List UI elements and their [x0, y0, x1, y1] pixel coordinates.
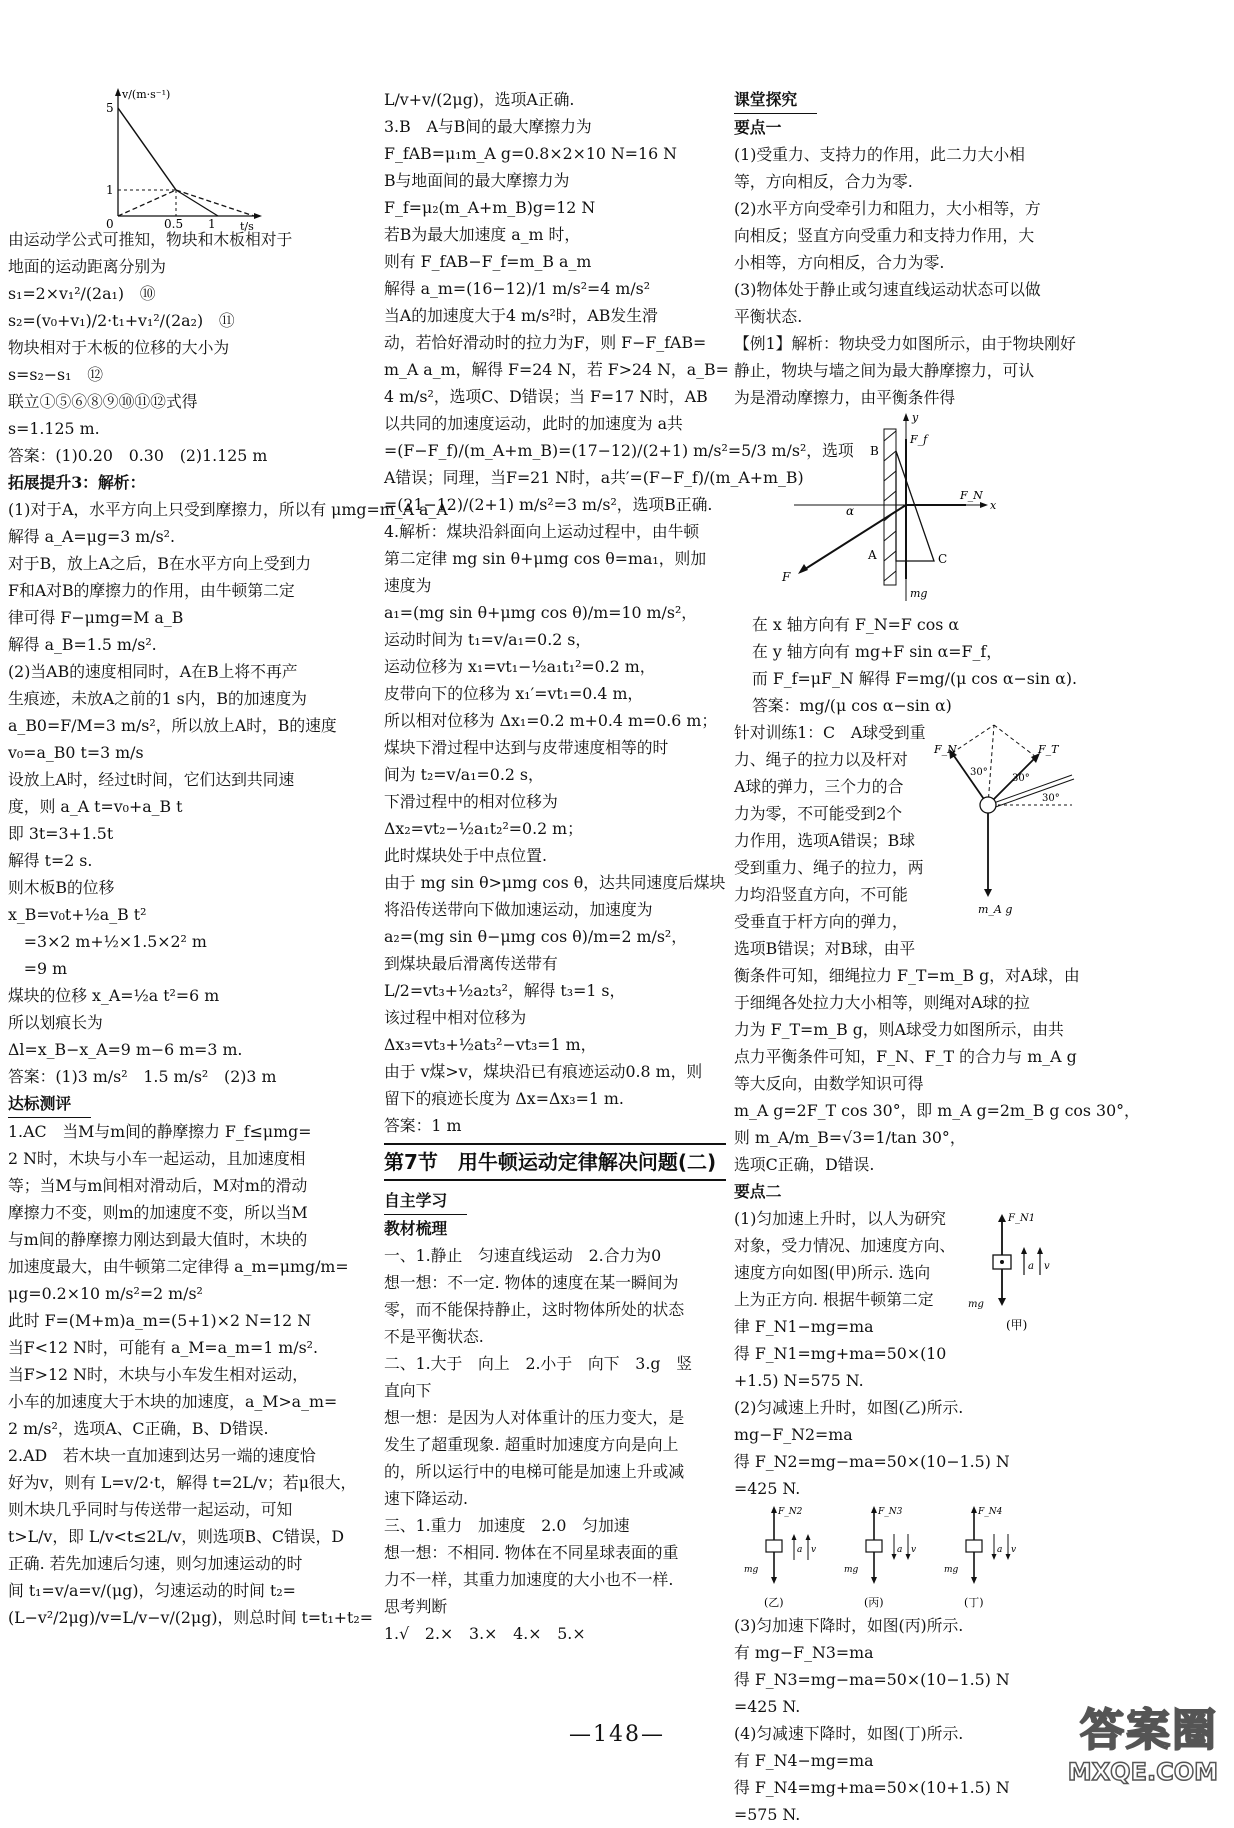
label-gravity: mg	[910, 587, 928, 600]
label-a: a	[997, 1545, 1003, 1555]
text-line: 等，方向相反，合力为零.	[734, 172, 913, 191]
text-line: 由于 mg sin θ>μmg cos θ，达共同速度后煤块	[384, 873, 726, 892]
text-line: L/v+v/(2μg)，选项A正确.	[384, 90, 575, 109]
label-a: a	[897, 1545, 903, 1555]
text-line: s=1.125 m.	[8, 419, 100, 438]
text-line: 所以划痕长为	[8, 1013, 103, 1032]
text-line: Δl=x_B−x_A=9 m−6 m=3 m.	[8, 1040, 243, 1059]
graph-line-board	[118, 108, 176, 190]
text-line: 3.B A与B间的最大摩擦力为	[384, 117, 592, 136]
chapter-title: 第7节 用牛顿运动定律解决问题(二)	[384, 1143, 726, 1181]
arrow-head	[971, 1506, 977, 1513]
label-normal: F_N	[960, 489, 983, 502]
label-figure: (丙)	[864, 1596, 884, 1609]
text-line: s₂=(v₀+v₁)/2·t₁+v₁²/(2a₂) ⑪	[8, 311, 235, 330]
page-number: —148—	[569, 1722, 665, 1747]
text-line: =(21−12)/(2+1) m/s²=3 m/s²，选项B正确.	[384, 495, 713, 514]
text-line: 点力平衡条件可知，F_N、F_T 的合力与 m_A g	[734, 1047, 1077, 1066]
text-line: 解得 t=2 s.	[8, 851, 93, 870]
text-line: s=s₂−s₁ ⑫	[8, 365, 104, 384]
text-line: 联立①⑤⑥⑧⑨⑩⑪⑫式得	[8, 392, 198, 411]
label-fn1: F_N1	[1008, 1213, 1036, 1224]
text-line: 此时 F=(M+m)a_m=(5+1)×2 N=12 N	[8, 1311, 312, 1330]
text-line: 则 m_A/m_B=√3=1/tan 30°，	[734, 1128, 966, 1147]
text-line: 2.AD 若木块一直加速到达另一端的速度恰	[8, 1446, 316, 1465]
text-line: 平衡状态.	[734, 307, 803, 326]
text-line: 选项C正确，D错误.	[734, 1155, 875, 1174]
arrow-head	[1006, 1554, 1011, 1560]
text-line: =9 m	[8, 959, 68, 978]
text-line: 当F>12 N时，木块与小车发生相对运动，	[8, 1365, 309, 1384]
text-line: 到煤块最后滑离传送带有	[384, 954, 558, 973]
text-line: 思考判断	[384, 1597, 448, 1616]
graph-xlabel: t/s	[240, 220, 254, 233]
point2-title: 要点二	[734, 1182, 782, 1201]
text-line: 力为 F_T=m_B g，则A球受力如图所示，由共	[734, 1020, 1064, 1039]
text-line: 生痕迹，未放A之前的1 s内，B的加速度为	[8, 689, 307, 708]
text-line: 得 F_N1=mg+ma=50×(10	[734, 1344, 947, 1363]
text-line: 力作用，选项A错误；B球	[734, 831, 915, 850]
point1-title: 要点一	[734, 118, 782, 137]
text-line: 与m间的静摩擦力刚达到最大值时，木块的	[8, 1230, 308, 1249]
text-line: 物块相对于木板的位移的大小为	[8, 338, 230, 357]
text-line: (3)物体处于静止或匀速直线运动状态可以做	[734, 280, 1041, 299]
arrow-head	[871, 1506, 877, 1513]
label-angle-1: 30°	[970, 767, 988, 778]
text-line: 在 x 轴方向有 F_N=F cos α	[752, 615, 960, 634]
text-line: 煤块下滑过程中达到与皮带速度相等的时	[384, 738, 669, 757]
graph-tick-x1: 1	[208, 217, 216, 231]
text-line: 动，若恰好滑动时的拉力为F，则 F−F_fAB=	[384, 333, 707, 352]
label-friction: F_f	[910, 433, 928, 446]
text-line: =(F−F_f)/(m_A+m_B)=(17−12)/(2+1) m/s²=5/3 m/s²，选项	[384, 441, 854, 460]
person-box	[766, 1540, 782, 1552]
text-line: 摩擦力不变，则m的加速度不变，所以当M	[8, 1203, 308, 1222]
text-line: 加速度最大，由牛顿第二定律得 a_m=μmg/m=	[8, 1257, 349, 1276]
text-line: 4.解析：煤块沿斜面向上运动过程中，由牛顿	[384, 522, 700, 541]
label-alpha: α	[846, 504, 855, 518]
text-line: 于细绳各处拉力大小相等，则绳对A球的拉	[734, 993, 1030, 1012]
text-line: 间 t₁=v/a=v/(μg)，匀速运动的时间 t₂=	[8, 1581, 296, 1600]
col1-extension-text	[8, 496, 448, 1090]
col3-example-text	[734, 330, 1082, 411]
text-line: 运动时间为 t₁=v/a₁=0.2 s，	[384, 630, 592, 649]
text-line: (L−v²/2μg)/v=L/v−v/(2μg)，则总时间 t=t₁+t₂=	[8, 1608, 373, 1627]
text-line: 下滑过程中的相对位移为	[384, 792, 558, 811]
text-line: a_B0=F/M=3 m/s²，所以放上A时，B的速度	[8, 716, 337, 735]
text-line: =425 N.	[734, 1479, 801, 1498]
arrow-head	[892, 1554, 897, 1560]
text-line: 将沿传送带向下做加速运动，加速度为	[384, 900, 653, 919]
text-line: 受垂直于杆方向的弹力，	[734, 912, 908, 931]
text-line: 律可得 F−μmg=M a_B	[8, 608, 184, 627]
label-fn: F_N3	[878, 1507, 903, 1517]
label-mg: mg	[744, 1565, 759, 1575]
label-v-jia: v	[1044, 1261, 1050, 1272]
label-x-axis: x	[990, 499, 997, 512]
label-mg-jia: mg	[968, 1299, 984, 1310]
label-mag: m_A g	[978, 903, 1013, 916]
person-box	[966, 1540, 982, 1552]
graph-line-block-after	[176, 190, 218, 216]
column-right	[734, 86, 1140, 1828]
text-line: 的，所以运行中的电梯可能是加速上升或减	[384, 1462, 685, 1481]
label-angle-3: 30°	[1042, 793, 1060, 804]
text-line: 得 F_N3=mg−ma=50×(10−1.5) N	[734, 1670, 1010, 1689]
label-a: a	[797, 1545, 803, 1555]
text-line: 所以相对位移为 Δx₁=0.2 m+0.4 m=0.6 m；	[384, 711, 718, 730]
col1-top-text	[8, 226, 358, 469]
text-line: 皮带向下的位移为 x₁′=vt₁=0.4 m，	[384, 684, 644, 703]
text-line: 有 F_N4−mg=ma	[734, 1751, 874, 1770]
text-line: (2)当AB的速度相同时，A在B上将不再产	[8, 662, 298, 681]
text-line: 2 m/s²，选项A、C正确，B、D错误.	[8, 1419, 269, 1438]
text-line: 解得 a_m=(16−12)/1 m/s²=4 m/s²	[384, 279, 651, 298]
text-line: (2)水平方向受牵引力和阻力，大小相等，方	[734, 199, 1041, 218]
text-line: 律 F_N1−mg=ma	[734, 1317, 874, 1336]
text-line: 等；当M与m间相对滑动后，M对m的滑动	[8, 1176, 308, 1195]
text-line: 则木板B的位移	[8, 878, 115, 897]
text-line: 即 3t=3+1.5t	[8, 824, 114, 843]
ext-title: 拓展提升3：解析：	[8, 473, 146, 492]
text-line: 由运动学公式可推知，物块和木板相对于	[8, 230, 293, 249]
text-line: 选项B错误；对B球，由平	[734, 939, 916, 958]
col1-question1	[8, 1118, 358, 1442]
text-line: 留下的痕迹长度为 Δx=Δx₃=1 m.	[384, 1089, 624, 1108]
label-v: v	[1011, 1545, 1017, 1555]
arrow-head	[871, 1577, 877, 1584]
arrow-head	[792, 1534, 797, 1540]
arrow-head	[806, 1534, 811, 1540]
text-line: 力为零，不可能受到2个	[734, 804, 903, 823]
text-line: 答案：mg/(μ cos α−sin α)	[752, 696, 952, 715]
section-title-self-study: 自主学习	[384, 1187, 467, 1215]
watermark-sub: MXQE.COM	[1067, 1758, 1218, 1786]
label-force: F	[782, 570, 791, 584]
text-line: 为是滑动摩擦力，由平衡条件得	[734, 388, 956, 407]
label-figure: (乙)	[764, 1596, 784, 1609]
person-box	[866, 1540, 882, 1552]
text-line: mg−F_N2=ma	[734, 1425, 853, 1444]
text-line: 零，而不能保持静止，这时物体所处的状态	[384, 1300, 685, 1319]
col1-question2	[8, 1442, 373, 1631]
label-jia: (甲)	[1006, 1318, 1028, 1332]
text-line: (1)受重力、支持力的作用，此二力大小相	[734, 145, 1025, 164]
text-line: 等大反向，由数学知识可得	[734, 1074, 924, 1093]
label-v: v	[911, 1545, 917, 1555]
text-line: s₁=2×v₁²/(2a₁) ⑩	[8, 284, 156, 303]
text-line: 好为v，则有 L=v/2·t，解得 t=2L/v；若μ很大，	[8, 1473, 357, 1492]
col3-example-answer	[734, 611, 1082, 719]
text-line: 而 F_f=μF_N 解得 F=mg/(μ cos α−sin α).	[752, 669, 1078, 688]
text-line: 直向下	[384, 1381, 432, 1400]
graph-tick-y1: 1	[106, 183, 114, 197]
text-line: a₂=(mg sin θ−μmg cos θ)/m=2 m/s²，	[384, 927, 688, 946]
watermark-logo	[1058, 1704, 1218, 1794]
text-line: F_f=μ₂(m_A+m_B)g=12 N	[384, 198, 596, 217]
arrow-head	[971, 1577, 977, 1584]
text-line: 则木块几乎同时与传送带一起运动，可知	[8, 1500, 293, 1519]
label-figure: (丁)	[964, 1596, 984, 1609]
velocity-time-graph	[8, 86, 268, 233]
label-fn: F_N2	[778, 1507, 803, 1517]
text-line: F_fAB=μ₁m_A g=0.8×2×10 N=16 N	[384, 144, 677, 163]
text-line: (4)匀减速下降时，如图(丁)所示.	[734, 1724, 964, 1743]
text-line: x_B=v₀t+½a_B t²	[8, 905, 147, 924]
training-block	[734, 719, 1140, 1178]
label-ft: F_T	[1038, 743, 1059, 756]
label-y-axis: y	[912, 411, 919, 424]
text-line: m_A g=2F_T cos 30°，即 m_A g=2m_B g cos 30°，	[734, 1101, 1140, 1120]
text-line: 发生了超重现象. 超重时加速度方向是向上	[384, 1435, 679, 1454]
graph-tick-x05: 0.5	[164, 217, 184, 231]
text-line: 静止，物块与墙之间为最大静摩擦力，可认	[734, 361, 1035, 380]
text-line: 当A的加速度大于4 m/s²时，AB发生滑	[384, 306, 658, 325]
text-line: 以共同的加速度运动，此时的加速度为 a共	[384, 414, 683, 433]
text-line: 不是平衡状态.	[384, 1327, 484, 1346]
text-line: L/2=vt₃+½a₂t₃²，解得 t₃=1 s，	[384, 981, 626, 1000]
col3-point1-text	[734, 141, 1082, 330]
text-line: =3×2 m+½×1.5×2² m	[8, 932, 207, 951]
graph-ylabel: v/(m·s⁻¹)	[122, 88, 171, 101]
col3-point2-cont	[734, 1612, 1082, 1828]
text-line: 答案：1 m	[384, 1116, 462, 1135]
section-title-assessment: 达标测评	[8, 1090, 91, 1118]
col2-study-text	[384, 1242, 726, 1647]
force-diagram-ball	[932, 719, 1082, 919]
text-line: 解得 a_B=1.5 m/s².	[8, 635, 157, 654]
text-line: 煤块的位移 x_A=½a t²=6 m	[8, 986, 220, 1005]
text-line: 向相反；竖直方向受重力和支持力作用，大	[734, 226, 1035, 245]
watermark-main: 答案圈	[1080, 1705, 1218, 1756]
text-line: 有 mg−F_N3=ma	[734, 1643, 874, 1662]
arrow-head	[906, 1554, 911, 1560]
text-line: 力、绳子的拉力以及杆对	[734, 750, 908, 769]
force-diagram-wall	[734, 411, 1074, 611]
text-line: a₁=(mg sin θ+μmg cos θ)/m=10 m/s²，	[384, 603, 698, 622]
label-v: v	[811, 1545, 817, 1555]
graph-line-block	[118, 190, 176, 216]
arrow-head	[771, 1506, 777, 1513]
text-line: 1.√ 2.× 3.× 4.× 5.×	[384, 1624, 586, 1643]
text-line: 2 N时，木块与小车一起运动，且加速度相	[8, 1149, 306, 1168]
text-line: 当F<12 N时，可能有 a_M=a_m=1 m/s².	[8, 1338, 319, 1357]
text-line: 正确. 若先加速后匀速，则匀加速运动的时	[8, 1554, 303, 1573]
text-line: 得 F_N4=mg+ma=50×(10+1.5) N	[734, 1778, 1010, 1797]
label-fn: F_N4	[978, 1507, 1003, 1517]
text-line: 解得 a_A=μg=3 m/s².	[8, 527, 176, 546]
text-line: 答案：(1)0.20 0.30 (2)1.125 m	[8, 446, 268, 465]
text-line: 在 y 轴方向有 mg+F sin α=F_f，	[752, 642, 1003, 661]
text-line: 力均沿竖直方向，不可能	[734, 885, 908, 904]
text-line: 想一想：不一定. 物体的速度在某一瞬间为	[384, 1273, 679, 1292]
text-line: 想一想：不相同. 物体在不同星球表面的重	[384, 1543, 679, 1562]
text-line: μg=0.2×10 m/s²=2 m/s²	[8, 1284, 203, 1303]
subsection-title: 教材梳理	[384, 1219, 448, 1238]
text-line: 小车的加速度大于木块的加速度，a_M>a_m=	[8, 1392, 338, 1411]
text-line: 衡条件可知，细绳拉力 F_T=m_B g，对A球，由	[734, 966, 1080, 985]
text-line: =425 N.	[734, 1697, 801, 1716]
text-line: 速度方向如图(甲)所示. 选向	[734, 1263, 931, 1282]
label-mg: mg	[944, 1565, 959, 1575]
text-line: (3)匀加速下降时，如图(丙)所示.	[734, 1616, 964, 1635]
text-line: 对象，受力情况、加速度方向、	[734, 1236, 956, 1255]
graph-line-board-after	[176, 190, 254, 216]
arrow-head	[992, 1554, 997, 1560]
force-diagrams-row	[734, 1502, 1074, 1612]
text-line: (1)匀加速上升时，以人为研究	[734, 1209, 946, 1228]
text-line: 该过程中相对位移为	[384, 1008, 527, 1027]
text-line: 二、1.大于 向上 2.小于 向下 3.g 竖	[384, 1354, 693, 1373]
text-line: 上为正方向. 根据牛顿第二定	[734, 1290, 934, 1309]
text-line: (1)对于A，水平方向上只受到摩擦力，所以有 μmg=m_A a_A	[8, 500, 448, 519]
text-line: 第二定律 mg sin θ+μmg cos θ=ma₁，则加	[384, 549, 707, 568]
text-line: 若B为最大加速度 a_m 时，	[384, 225, 581, 244]
section-title-class-explore: 课堂探究	[734, 86, 817, 114]
text-line: 地面的运动距离分别为	[8, 257, 166, 276]
text-line: 答案：(1)3 m/s² 1.5 m/s² (2)3 m	[8, 1067, 277, 1086]
text-line: 三、1.重力 加速度 2.0 匀加速	[384, 1516, 630, 1535]
arrow-head	[771, 1577, 777, 1584]
graph-tick-x0: 0	[106, 217, 114, 231]
text-line: 此时煤块处于中点位置.	[384, 846, 547, 865]
text-line: 度，则 a_A t=v₀+a_B t	[8, 797, 183, 816]
label-B: B	[870, 444, 879, 458]
text-line: (2)匀减速上升时，如图(乙)所示.	[734, 1398, 964, 1417]
text-line: F和A对B的摩擦力的作用，由牛顿第二定	[8, 581, 295, 600]
text-line: +1.5) N=575 N.	[734, 1371, 864, 1390]
text-line: 小相等，方向相反，合力为零.	[734, 253, 945, 272]
text-line: 一、1.静止 匀速直线运动 2.合力为0	[384, 1246, 662, 1265]
text-line: A球的弹力，三个力的合	[734, 777, 904, 796]
graph-tick-y5: 5	[106, 101, 114, 115]
text-line: 速下降运动.	[384, 1489, 469, 1508]
text-line: 间为 t₂=v/a₁=0.2 s，	[384, 765, 544, 784]
text-line: Δx₃=vt₃+½at₃²−vt₃=1 m，	[384, 1035, 597, 1054]
label-A: A	[868, 548, 877, 562]
text-line: 设放上A时，经过t时间，它们达到共同速	[8, 770, 295, 789]
text-line: 受到重力、绳子的拉力，两	[734, 858, 924, 877]
text-line: 想一想：是因为人对体重计的压力变大，是	[384, 1408, 685, 1427]
text-line: 针对训练1：C A球受到重	[734, 723, 926, 742]
text-line: 对于B，放上A之后，B在水平方向上受到力	[8, 554, 312, 573]
text-line: m_A a_m，解得 F=24 N，若 F>24 N，a_B=	[384, 360, 729, 379]
text-line: =575 N.	[734, 1805, 801, 1824]
point2-block	[734, 1205, 1082, 1502]
label-mg: mg	[844, 1565, 859, 1575]
force-diagram-jia	[962, 1205, 1072, 1335]
text-line: 4 m/s²，选项C、D错误；当 F=17 N时，AB	[384, 387, 708, 406]
text-line: 力不一样，其重力加速度的大小也不一样.	[384, 1570, 674, 1589]
text-line: t>L/v，即 L/v<t≤2L/v，则选项B、C错误，D	[8, 1527, 345, 1546]
text-line: v₀=a_B0 t=3 m/s	[8, 743, 144, 762]
label-angle-2: 30°	[1012, 773, 1030, 784]
text-line: 得 F_N2=mg−ma=50×(10−1.5) N	[734, 1452, 1010, 1471]
text-line: 1.AC 当M与m间的静摩擦力 F_f≤μmg=	[8, 1122, 312, 1141]
label-C: C	[938, 552, 948, 566]
text-line: 【例1】解析：物块受力如图所示，由于物块刚好	[734, 334, 1076, 353]
label-a-jia: a	[1028, 1261, 1034, 1272]
text-line: Δx₂=vt₂−½a₁t₂²=0.2 m；	[384, 819, 583, 838]
label-fn: F_N	[934, 743, 957, 756]
text-line: 由于 v煤>v，煤块沿已有痕迹运动0.8 m，则	[384, 1062, 703, 1081]
text-line: 运动位移为 x₁=vt₁−½a₁t₁²=0.2 m，	[384, 657, 656, 676]
text-line: A错误；同理，当F=21 N时，a共′=(F−F_f)/(m_A+m_B)	[384, 468, 804, 487]
text-line: 则有 F_fAB−F_f=m_B a_m	[384, 252, 592, 271]
text-line: 速度为	[384, 576, 432, 595]
text-line: B与地面间的最大摩擦力为	[384, 171, 570, 190]
